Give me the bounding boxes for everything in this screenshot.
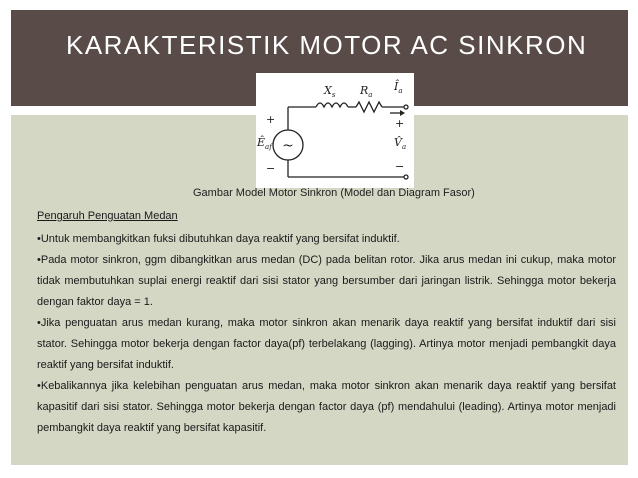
terminal-bottom: [404, 175, 408, 179]
paragraph-2: •Pada motor sinkron, ggm dibangkitkan arus medan (DC) pada belitan rotor. Jika arus medan ini cukup, maka motor tidak membutuhkan suplai energi reaktif dari sisi stator yang bersumber dari jaringan listrik. Sehingga motor bekerja dengan faktor daya = 1.: [37, 254, 616, 308]
current-arrowhead: [400, 110, 405, 116]
paragraph-4: •Kebalikannya jika kelebihan penguatan arus medan, maka motor sinkron akan menarik daya reaktif yang bersifat kapasitif dari sisi stator. Sehingga motor bekerja dengan factor daya (pf) mendahului (leading). Artinya motor menjadi pembangkit daya reaktif yang bersifat kapasitif.: [37, 380, 616, 434]
paragraph-3: •Jika penguatan arus medan kurang, maka motor sinkron akan menarik daya reaktif yang bersifat induktif dari sisi stator. Sehingga motor bekerja dengan factor daya(pf) terbelakang (lagging). Artinya motor menjadi pembangkit daya reaktif yang bersifat induktif.: [37, 317, 616, 371]
paragraph-1: •Untuk membangkitkan fuksi dibutuhkan daya reaktif yang bersifat induktif.: [37, 233, 400, 245]
resistor-ra: [356, 102, 382, 112]
label-ra: $R_a$: [360, 84, 373, 99]
circuit-diagram: [256, 73, 414, 188]
figure-caption: Gambar Model Motor Sinkron (Model dan Diagram Fasor): [193, 187, 475, 199]
label-eaf: $Ê_{af}$: [257, 136, 272, 151]
terminal-top: [404, 105, 408, 109]
label-ia: $Î_a$: [394, 80, 403, 95]
minus-left: −: [266, 162, 276, 175]
minus-right: −: [395, 160, 405, 173]
label-xs: $X_s$: [324, 84, 336, 99]
source-tilde: ~: [282, 138, 294, 154]
label-va: $V̂_a$: [394, 136, 407, 151]
section-heading: Pengaruh Penguatan Medan: [37, 210, 178, 222]
slide-title: KARAKTERISTIK MOTOR AC SINKRON: [66, 30, 588, 60]
circuit-figure: [256, 73, 414, 188]
plus-right: +: [395, 117, 405, 130]
inductor-xs: [316, 103, 348, 107]
plus-left: +: [266, 113, 276, 126]
body-text: [37, 206, 616, 439]
